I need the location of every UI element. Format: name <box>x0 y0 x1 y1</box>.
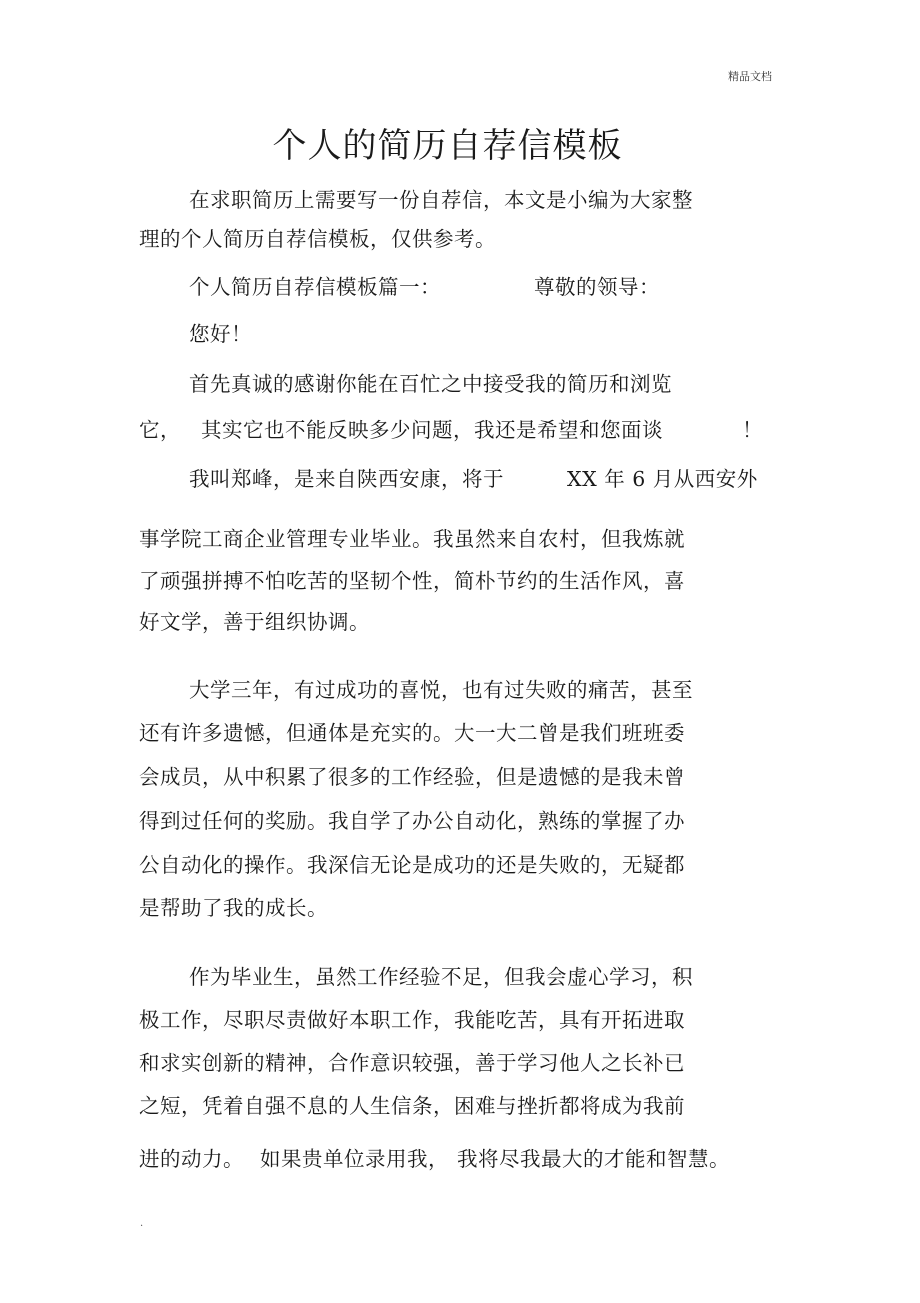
text-line: 事学院工商企业管理专业毕业。我虽然来自农村，但我炼就 <box>139 527 685 551</box>
text-line: 它， <box>139 418 181 442</box>
text-line: 个人简历自荐信模板篇一： <box>189 275 441 299</box>
text-line: 是帮助了我的成长。 <box>139 896 328 920</box>
text-line: 好文学，善于组织协调。 <box>139 610 370 634</box>
text-line: 首先真诚的感谢你能在百忙之中接受我的简历和浏览 <box>189 372 672 396</box>
text-line: ！ <box>742 418 763 442</box>
text-line: 如果贵单位录用我， <box>260 1147 449 1171</box>
text-line: 进的动力。 <box>139 1147 244 1171</box>
header-label: 精品文档 <box>728 70 772 83</box>
document-title: 个人的简历自荐信模板 <box>272 126 623 166</box>
text-line: 我叫郑峰，是来自陕西安康，将于 <box>189 467 504 491</box>
text-line: 尊敬的领导： <box>534 275 660 299</box>
text-line: 您好！ <box>189 322 252 346</box>
text-line: 理的个人简历自荐信模板，仅供参考。 <box>139 227 496 251</box>
text-line: 了顽强拼搏不怕吃苦的坚韧个性，简朴节约的生活作风，喜 <box>139 569 685 593</box>
text-line: 作为毕业生，虽然工作经验不足，但我会虚心学习，积 <box>189 965 693 989</box>
text-line: 还有许多遗憾，但通体是充实的。大一大二曾是我们班班委 <box>139 721 685 745</box>
text-line: 大学三年，有过成功的喜悦，也有过失败的痛苦，甚至 <box>189 678 693 702</box>
text-line: 极工作，尽职尽责做好本职工作，我能吃苦，具有开拓进取 <box>139 1008 685 1032</box>
text-line: 其实它也不能反映多少问题，我还是希望和您面谈 <box>201 418 663 442</box>
text-line: 之短，凭着自强不息的人生信条，困难与挫折都将成为我前 <box>139 1094 685 1118</box>
text-line: 公自动化的操作。我深信无论是成功的还是失败的，无疑都 <box>139 853 685 877</box>
text-line: 和求实创新的精神，合作意识较强，善于学习他人之长补已 <box>139 1051 685 1075</box>
text-line: 我将尽我最大的才能和智慧。 <box>457 1147 730 1171</box>
text-line: XX 年 6 月从西安外 <box>567 467 758 491</box>
text-line: 得到过任何的奖励。我自学了办公自动化，熟练的掌握了办 <box>139 809 685 833</box>
text-line: 在求职简历上需要写一份自荐信，本文是小编为大家整 <box>189 188 693 212</box>
text-line: 会成员，从中积累了很多的工作经验，但是遗憾的是我未曾 <box>139 765 685 789</box>
footer-mark: . <box>140 1218 144 1229</box>
